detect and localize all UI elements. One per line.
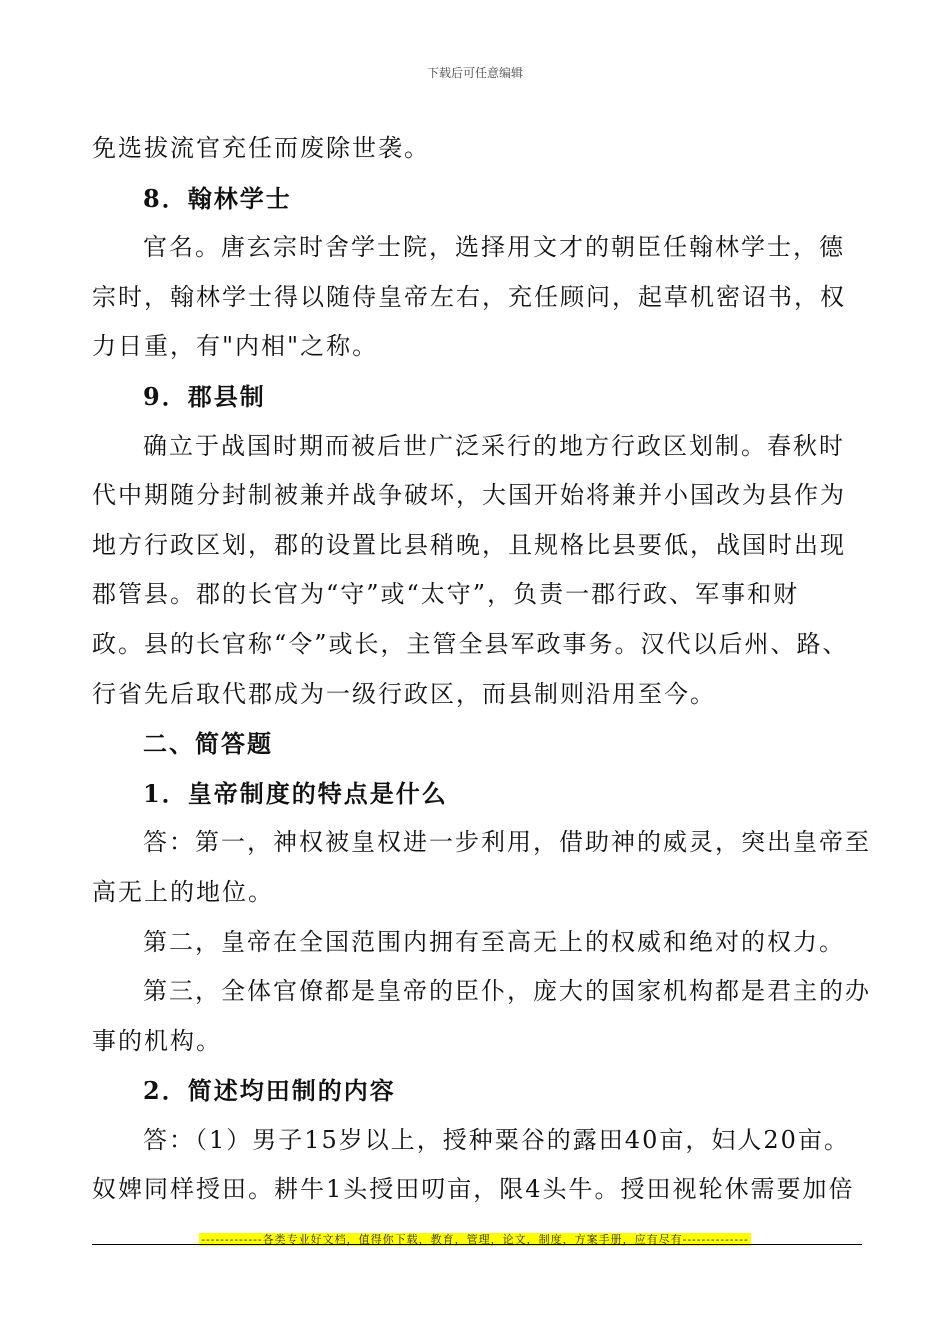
document-body xyxy=(92,124,871,1215)
paragraph-line: 政。县的长官称“令”或长，主管全县军政事务。汉代以后州、路、 xyxy=(92,629,849,658)
paragraph-line: 地方行政区划，郡的设置比县稍晚，且规格比县要低，战国时出现 xyxy=(92,530,846,559)
paragraph-line: 答：第一，神权被皇权进一步利用，借助神的威灵，突出皇帝至 xyxy=(143,828,871,857)
paragraph-line: 行省先后取代郡成为一级行政区，而县制则沿用至今。 xyxy=(92,679,716,708)
paragraph-line: 第三，全体官僚都是皇帝的臣仆，庞大的国家机构都是君主的办 xyxy=(143,977,871,1006)
footer-banner-text: -------------各类专业好文档，值得你下载，教育，管理，论文，制度，方案手册，应有尽有-------------- xyxy=(201,1233,749,1246)
paragraph-line: 官名。唐玄宗时舍学士院，选择用文才的朝臣任翰林学士，德 xyxy=(143,233,845,262)
page-header-note: 下载后可任意编辑 xyxy=(426,66,523,80)
section-heading: 8．翰林学士 xyxy=(143,183,292,213)
footer-rule xyxy=(92,1244,862,1245)
paragraph-line: 奴婢同样授田。耕牛1头授田叨亩，限4头牛。授田视轮休需要加倍 xyxy=(92,1175,855,1204)
paragraph-line: 高无上的地位。 xyxy=(92,877,274,906)
paragraph-line: 免选拔流官充任而废除世袭。 xyxy=(92,134,430,162)
paragraph-line: 宗时，翰林学士得以随侍皇帝左右，充任顾问，起草机密诏书，权 xyxy=(92,282,846,311)
paragraph-line: 答：（1）男子15岁以上，授种粟谷的露田40亩，妇人20亩。 xyxy=(143,1125,850,1154)
paragraph-line: 郡管县。郡的长官为“守”或“太守”，负责一郡行政、军事和财 xyxy=(92,580,800,609)
paragraph-line: 第二，皇帝在全国范围内拥有至高无上的权威和绝对的权力。 xyxy=(143,927,845,956)
section-heading: 9．郡县制 xyxy=(143,381,266,411)
section-heading: 1．皇帝制度的特点是什么 xyxy=(143,778,448,808)
section-heading: 2．简述均田制的内容 xyxy=(143,1076,396,1106)
paragraph-line: 事的机构。 xyxy=(92,1026,222,1055)
paragraph-line: 确立于战国时期而被后世广泛采行的地方行政区划制。春秋时 xyxy=(143,431,845,460)
paragraph-line: 力日重，有"内相"之称。 xyxy=(92,332,379,361)
section-heading: 二、简答题 xyxy=(143,729,273,759)
paragraph-line: 代中期随分封制被兼并战争破坏，大国开始将兼并小国改为县作为 xyxy=(92,481,846,510)
